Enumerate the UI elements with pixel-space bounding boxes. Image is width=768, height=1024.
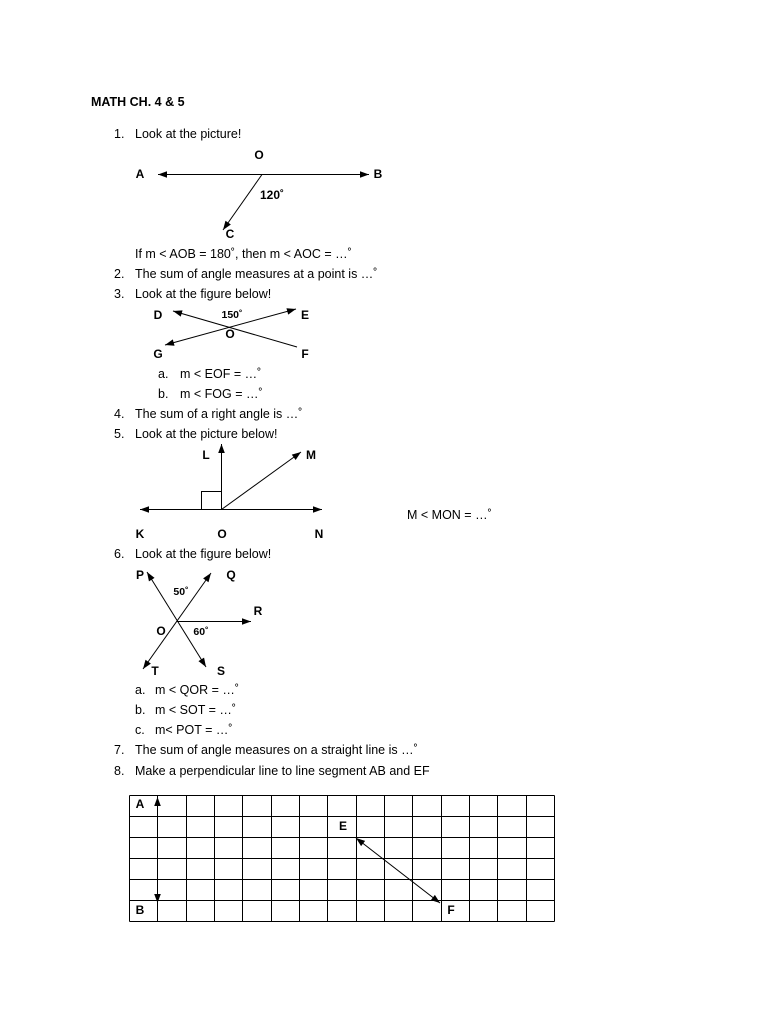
question-number: 1. (114, 127, 125, 141)
part-letter: a. (135, 683, 146, 697)
line-qt-arrowhead (203, 573, 211, 582)
part-letter: c. (135, 723, 145, 737)
grid-label-b: B (135, 903, 145, 917)
part-letter: b. (135, 703, 146, 717)
segment-ab-arrowhead (154, 797, 161, 806)
label-s: S (216, 664, 226, 678)
label-c: C (225, 227, 235, 241)
line-df-arrowhead (173, 310, 183, 316)
question-5-prompt: M < MON = …˚ (407, 508, 492, 522)
question-1-prompt: If m < AOB = 180˚, then m < AOC = …˚ (135, 247, 352, 261)
question-text: Make a perpendicular line to line segment AB and EF (135, 764, 430, 778)
label-angle-50: 50˚ (173, 586, 189, 598)
line-ge-arrowhead (165, 339, 175, 345)
question-number: 3. (114, 287, 125, 301)
figure-6-angle-diagram (136, 568, 263, 678)
ray-or-arrowhead (242, 618, 251, 625)
line-kn-arrowhead (313, 506, 322, 513)
label-a: A (135, 167, 145, 181)
question-text: Look at the figure below! (135, 287, 272, 301)
part-letter: b. (158, 387, 169, 401)
question-text: The sum of angle measures at a point is …˚ (135, 267, 378, 281)
segment-ef (356, 838, 440, 903)
question-number: 8. (114, 764, 125, 778)
line-ge-arrowhead (286, 308, 296, 314)
label-d: D (153, 308, 163, 322)
figure-1-angle-diagram (136, 148, 383, 241)
figure-5-lines (140, 444, 322, 513)
segment-ef-arrowhead (356, 838, 365, 846)
label-q: Q (226, 568, 236, 582)
label-g: G (153, 347, 163, 361)
label-o: O (254, 148, 264, 162)
question-text: Look at the picture! (135, 127, 242, 141)
label-o: O (225, 327, 235, 341)
ray-om (222, 452, 302, 510)
part-text: m < EOF = …˚ (180, 367, 262, 381)
label-angle-120: 120˚ (259, 188, 285, 202)
right-angle-mark (202, 492, 222, 510)
line-ps-arrowhead (147, 572, 155, 581)
ray-oc (223, 175, 262, 231)
label-e: E (300, 308, 310, 322)
line-ab-arrowhead (158, 171, 167, 178)
label-l: L (202, 448, 210, 462)
grid-segments (154, 797, 440, 903)
question-number: 6. (114, 547, 125, 561)
ray-ol-arrowhead (218, 444, 225, 453)
figure-3-crossing-lines (153, 308, 309, 361)
label-angle-150: 150˚ (221, 309, 243, 321)
label-angle-60: 60˚ (193, 626, 209, 638)
part-text: m < QOR = …˚ (155, 683, 240, 697)
label-o: O (217, 527, 227, 541)
label-f: F (301, 347, 309, 361)
label-k: K (135, 527, 145, 541)
segment-ab-arrowhead (154, 894, 161, 903)
part-letter: a. (158, 367, 169, 381)
grid-label-f: F (447, 903, 455, 917)
part-text: m < FOG = …˚ (180, 387, 263, 401)
question-text: Look at the figure below! (135, 547, 272, 561)
question-text: The sum of a right angle is …˚ (135, 407, 303, 421)
label-n: N (314, 527, 324, 541)
label-r: R (253, 604, 263, 618)
worksheet-title: MATH CH. 4 & 5 (91, 95, 185, 109)
label-t: T (151, 664, 159, 678)
question-number: 5. (114, 427, 125, 441)
label-o: O (156, 624, 166, 638)
segment-ef-arrowhead (431, 895, 440, 903)
label-m: M (306, 448, 316, 462)
ray-om-arrowhead (292, 452, 301, 460)
part-text: m < SOT = …˚ (155, 703, 237, 717)
line-ab-arrowhead (360, 171, 369, 178)
figure-5-right-angle-diagram (136, 444, 324, 541)
grid-label-a: A (135, 797, 145, 811)
line-kn-arrowhead (140, 506, 149, 513)
grid-lines (130, 796, 555, 922)
part-text: m< POT = …˚ (155, 723, 233, 737)
label-b: B (373, 167, 383, 181)
grid-label-e: E (338, 819, 348, 833)
figure-6-lines (143, 572, 251, 669)
line-qt-arrowhead (143, 660, 151, 669)
question-text: Look at the picture below! (135, 427, 278, 441)
question-number: 2. (114, 267, 125, 281)
drawing-grid (130, 796, 555, 922)
label-p: P (135, 568, 145, 582)
question-number: 4. (114, 407, 125, 421)
question-text: The sum of angle measures on a straight line is …˚ (135, 743, 418, 757)
question-number: 7. (114, 743, 125, 757)
line-ps-arrowhead (198, 658, 206, 667)
